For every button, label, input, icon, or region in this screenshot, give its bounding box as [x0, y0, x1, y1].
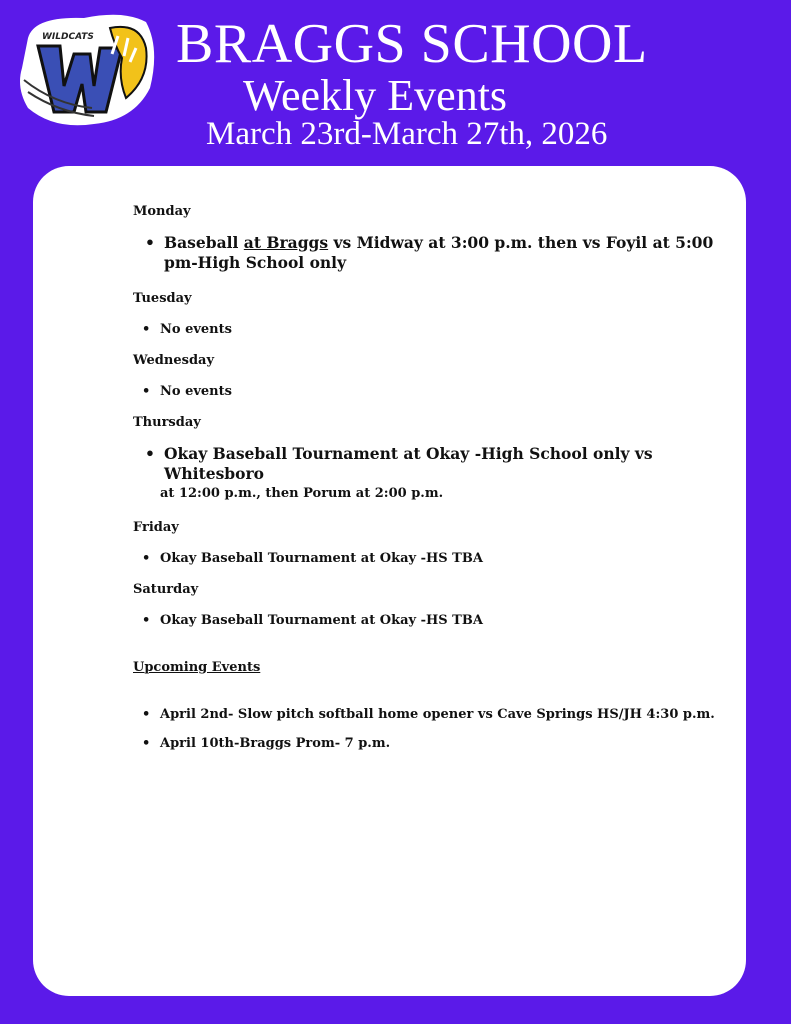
- tuesday-event: • No events: [133, 322, 733, 337]
- event-text: vs Midway at 3:00 p.m. then vs Foyil at 5:00 pm-High School only: [164, 233, 714, 272]
- day-tuesday: Tuesday: [133, 291, 192, 306]
- wildcats-logo: [14, 8, 158, 130]
- logo-text: WILDCATS: [42, 32, 94, 42]
- page-title: BRAGGS SCHOOL: [176, 13, 648, 75]
- day-monday: Monday: [133, 204, 191, 219]
- event-text: Baseball: [164, 233, 244, 252]
- day-thursday: Thursday: [133, 415, 201, 430]
- page-subtitle: Weekly Events: [243, 71, 508, 120]
- thursday-event: [133, 444, 733, 504]
- upcoming-item: • April 2nd- Slow pitch softball home opener vs Cave Springs HS/JH 4:30 p.m.: [133, 707, 733, 722]
- event-text-cont: at 12:00 p.m., then Porum at 2:00 p.m.: [160, 486, 444, 501]
- saturday-event: • Okay Baseball Tournament at Okay -HS TBA: [133, 613, 733, 628]
- wednesday-event: • No events: [133, 384, 733, 399]
- upcoming-heading: Upcoming Events: [133, 660, 261, 675]
- friday-event: • Okay Baseball Tournament at Okay -HS TBA: [133, 551, 733, 566]
- day-friday: Friday: [133, 520, 179, 535]
- event-text: Okay Baseball Tournament at Okay -High School only vs Whitesboro: [164, 444, 653, 483]
- day-wednesday: Wednesday: [133, 353, 215, 368]
- date-range: March 23rd-March 27th, 2026: [206, 116, 608, 152]
- day-saturday: Saturday: [133, 582, 199, 597]
- monday-event: [133, 233, 733, 273]
- upcoming-item: • April 10th-Braggs Prom- 7 p.m.: [133, 736, 733, 751]
- location-link: at Braggs: [243, 233, 329, 252]
- events-card: [33, 166, 746, 996]
